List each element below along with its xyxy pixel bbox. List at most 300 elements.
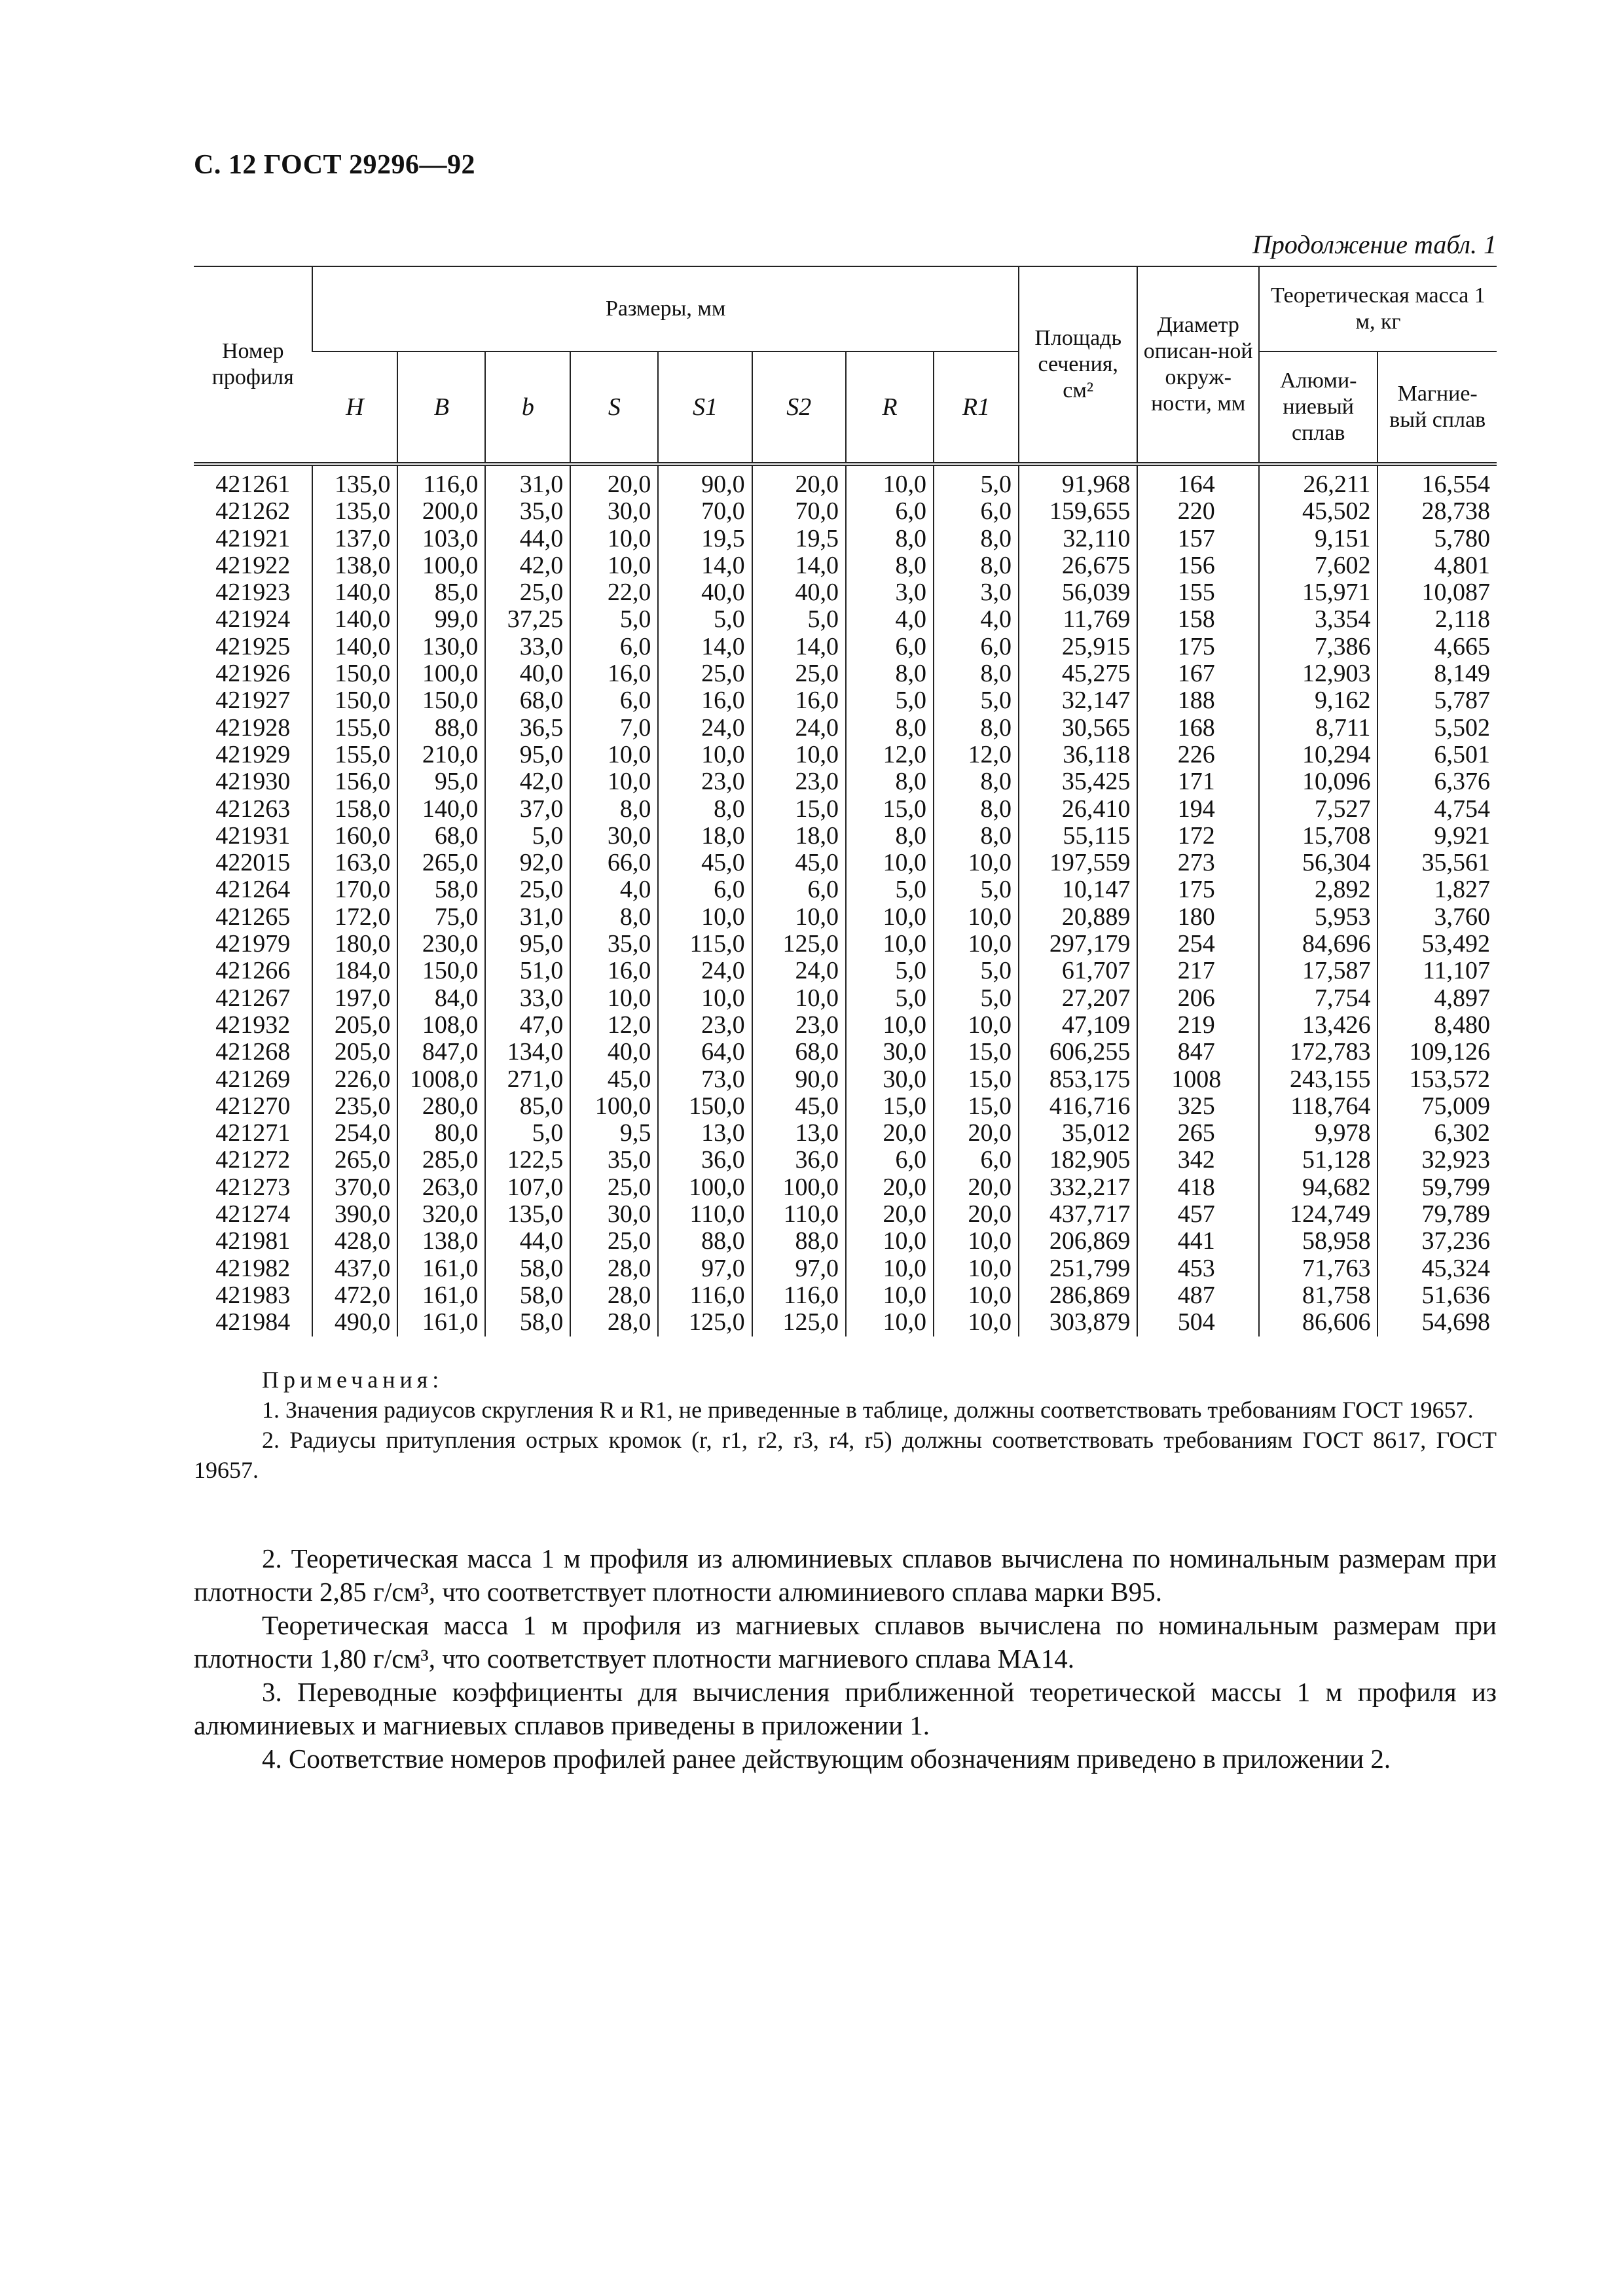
cell-mass-magnesium: 10,087 [1377, 579, 1497, 606]
cell-R1: 10,0 [934, 1012, 1019, 1039]
cell-S: 12,0 [570, 1012, 658, 1039]
cell-S: 10,0 [570, 768, 658, 795]
cell-profile-number: 421930 [215, 768, 291, 796]
cell-S1: 14,0 [658, 634, 752, 660]
cell-R: 10,0 [846, 1255, 934, 1282]
cell-diameter: 175 [1137, 634, 1259, 660]
cell-profile-number: 421924 [215, 605, 291, 634]
cell-B: 847,0 [397, 1039, 485, 1066]
cell-H: 490,0 [312, 1309, 397, 1336]
cell-R1: 20,0 [934, 1174, 1019, 1201]
cell-diameter: 1008 [1137, 1066, 1259, 1093]
cell-B: 138,0 [397, 1228, 485, 1255]
profile-table [194, 266, 1497, 1336]
cell-profile-number: 421926 [215, 660, 291, 688]
cell-mass-aluminium: 9,978 [1259, 1120, 1377, 1147]
cell-H: 437,0 [312, 1255, 397, 1282]
header-R: R [846, 351, 934, 464]
cell-b: 92,0 [485, 850, 570, 876]
cell-S1: 10,0 [658, 985, 752, 1012]
cell-S2: 125,0 [752, 931, 846, 958]
cell-S2: 14,0 [752, 552, 846, 579]
cell-S: 22,0 [570, 579, 658, 606]
cell-S: 6,0 [570, 687, 658, 714]
cell-S1: 150,0 [658, 1093, 752, 1120]
cell-b: 25,0 [485, 876, 570, 903]
cell-profile-number: 421932 [215, 1011, 291, 1039]
cell-S: 66,0 [570, 850, 658, 876]
cell-profile-number: 421979 [215, 930, 291, 958]
cell-diameter: 418 [1137, 1174, 1259, 1201]
cell-S1: 88,0 [658, 1228, 752, 1255]
cell-profile-number: 421981 [215, 1227, 291, 1255]
cell-mass-aluminium: 58,958 [1259, 1228, 1377, 1255]
cell-profile-number: 421271 [215, 1119, 291, 1147]
cell-H: 150,0 [312, 660, 397, 687]
cell-b: 58,0 [485, 1282, 570, 1309]
cell-H: 172,0 [312, 904, 397, 931]
cell-mass-magnesium: 5,787 [1377, 687, 1497, 714]
cell-S1: 25,0 [658, 660, 752, 687]
header-R1: R1 [934, 351, 1019, 464]
cell-diameter: 157 [1137, 526, 1259, 552]
cell-diameter: 441 [1137, 1228, 1259, 1255]
cell-R: 5,0 [846, 687, 934, 714]
cell-mass-aluminium: 9,162 [1259, 687, 1377, 714]
cell-profile-number: 421927 [215, 687, 291, 715]
cell-B: 140,0 [397, 796, 485, 823]
table-row [194, 526, 1497, 552]
cell-S: 30,0 [570, 498, 658, 525]
cell-H: 254,0 [312, 1120, 397, 1147]
cell-mass-aluminium: 10,096 [1259, 768, 1377, 795]
cell-diameter: 167 [1137, 660, 1259, 687]
header-H: H [312, 351, 397, 464]
cell-area: 35,425 [1019, 768, 1137, 795]
cell-B: 150,0 [397, 958, 485, 984]
cell-S2: 6,0 [752, 876, 846, 903]
cell-R: 15,0 [846, 1093, 934, 1120]
cell-mass-magnesium: 2,118 [1377, 606, 1497, 633]
cell-mass-magnesium: 4,665 [1377, 634, 1497, 660]
cell-S1: 10,0 [658, 904, 752, 931]
cell-S1: 5,0 [658, 606, 752, 633]
cell-R1: 3,0 [934, 579, 1019, 606]
cell-H: 155,0 [312, 715, 397, 742]
table-row [194, 768, 1497, 795]
cell-profile-number: 421929 [215, 740, 291, 768]
cell-S: 30,0 [570, 1201, 658, 1228]
body-text [194, 1542, 1497, 1776]
cell-R: 8,0 [846, 768, 934, 795]
cell-area: 332,217 [1019, 1174, 1137, 1201]
header-S2: S2 [752, 351, 846, 464]
cell-H: 140,0 [312, 634, 397, 660]
body-paragraph: 2. Теоретическая масса 1 м профиля из алюминиевых сплавов вычислена по номинальным размерам при плотности 2,85 г/см³, что соответствует плотности алюминиевого сплава марки В95. [194, 1543, 1497, 1607]
cell-b: 47,0 [485, 1012, 570, 1039]
cell-profile-number: 422015 [215, 849, 291, 877]
header-profile-number: Номер профиля [194, 266, 312, 464]
cell-mass-magnesium: 45,324 [1377, 1255, 1497, 1282]
cell-H: 472,0 [312, 1282, 397, 1309]
table-row [194, 464, 1497, 498]
cell-S2: 18,0 [752, 823, 846, 850]
cell-R: 30,0 [846, 1066, 934, 1093]
cell-H: 140,0 [312, 579, 397, 606]
cell-R1: 10,0 [934, 1309, 1019, 1336]
cell-S: 20,0 [570, 464, 658, 498]
cell-S: 35,0 [570, 1147, 658, 1174]
cell-R: 8,0 [846, 660, 934, 687]
cell-mass-aluminium: 17,587 [1259, 958, 1377, 984]
cell-b: 42,0 [485, 768, 570, 795]
cell-mass-magnesium: 1,827 [1377, 876, 1497, 903]
cell-B: 280,0 [397, 1093, 485, 1120]
header-area: Площадь сечения, см² [1019, 266, 1137, 464]
cell-R: 20,0 [846, 1201, 934, 1228]
cell-b: 36,5 [485, 715, 570, 742]
cell-R: 10,0 [846, 1282, 934, 1309]
cell-R: 6,0 [846, 1147, 934, 1174]
cell-S2: 23,0 [752, 768, 846, 795]
cell-B: 116,0 [397, 464, 485, 498]
cell-profile-number: 421261 [215, 471, 291, 498]
cell-R1: 8,0 [934, 552, 1019, 579]
cell-B: 285,0 [397, 1147, 485, 1174]
header-mass: Теоретическая масса 1 м, кг [1259, 266, 1497, 351]
table-row [194, 958, 1497, 984]
cell-b: 44,0 [485, 526, 570, 552]
cell-H: 135,0 [312, 464, 397, 498]
cell-S2: 20,0 [752, 464, 846, 498]
cell-profile-number: 421925 [215, 632, 291, 660]
cell-mass-aluminium: 94,682 [1259, 1174, 1377, 1201]
cell-mass-magnesium: 79,789 [1377, 1201, 1497, 1228]
cell-diameter: 219 [1137, 1012, 1259, 1039]
cell-R: 20,0 [846, 1120, 934, 1147]
cell-S: 16,0 [570, 660, 658, 687]
table-row [194, 823, 1497, 850]
body-paragraph: Теоретическая масса 1 м профиля из магниевых сплавов вычислена по номинальным размерам при плотности 1,80 г/см³, что соответствует плотности магниевого сплава МА14. [194, 1610, 1497, 1674]
cell-R1: 15,0 [934, 1039, 1019, 1066]
cell-B: 263,0 [397, 1174, 485, 1201]
cell-S: 10,0 [570, 552, 658, 579]
cell-b: 271,0 [485, 1066, 570, 1093]
cell-S1: 8,0 [658, 796, 752, 823]
cell-S: 100,0 [570, 1093, 658, 1120]
cell-area: 182,905 [1019, 1147, 1137, 1174]
cell-b: 40,0 [485, 660, 570, 687]
table-row [194, 876, 1497, 903]
cell-S: 10,0 [570, 742, 658, 768]
table-row [194, 634, 1497, 660]
cell-S1: 115,0 [658, 931, 752, 958]
cell-S2: 45,0 [752, 850, 846, 876]
cell-R: 8,0 [846, 715, 934, 742]
cell-B: 210,0 [397, 742, 485, 768]
cell-R: 10,0 [846, 1012, 934, 1039]
cell-diameter: 273 [1137, 850, 1259, 876]
header-sizes: Размеры, мм [312, 266, 1019, 351]
cell-R: 15,0 [846, 796, 934, 823]
cell-H: 184,0 [312, 958, 397, 984]
cell-S2: 116,0 [752, 1282, 846, 1309]
cell-S: 28,0 [570, 1309, 658, 1336]
cell-mass-magnesium: 153,572 [1377, 1066, 1497, 1093]
cell-H: 205,0 [312, 1012, 397, 1039]
cell-R: 5,0 [846, 985, 934, 1012]
cell-R1: 8,0 [934, 526, 1019, 552]
cell-diameter: 194 [1137, 796, 1259, 823]
cell-R1: 8,0 [934, 796, 1019, 823]
cell-B: 1008,0 [397, 1066, 485, 1093]
cell-S: 6,0 [570, 634, 658, 660]
cell-R1: 10,0 [934, 1255, 1019, 1282]
cell-b: 44,0 [485, 1228, 570, 1255]
cell-area: 437,717 [1019, 1201, 1137, 1228]
cell-H: 137,0 [312, 526, 397, 552]
cell-S2: 90,0 [752, 1066, 846, 1093]
cell-B: 88,0 [397, 715, 485, 742]
table-row [194, 850, 1497, 876]
cell-diameter: 504 [1137, 1309, 1259, 1336]
cell-mass-aluminium: 2,892 [1259, 876, 1377, 903]
cell-H: 370,0 [312, 1174, 397, 1201]
notes-section [194, 1365, 1497, 1485]
cell-mass-aluminium: 26,211 [1259, 464, 1377, 498]
cell-R1: 15,0 [934, 1066, 1019, 1093]
cell-R1: 15,0 [934, 1093, 1019, 1120]
body-paragraph: 3. Переводные коэффициенты для вычисления приближенной теоретической массы 1 м профиля из алюминиевых и магниевых сплавов приведены в приложении 1. [194, 1677, 1497, 1740]
cell-mass-magnesium: 16,554 [1377, 464, 1497, 498]
cell-R: 3,0 [846, 579, 934, 606]
cell-R1: 8,0 [934, 715, 1019, 742]
cell-S: 7,0 [570, 715, 658, 742]
cell-mass-aluminium: 9,151 [1259, 526, 1377, 552]
cell-B: 84,0 [397, 985, 485, 1012]
cell-S2: 14,0 [752, 634, 846, 660]
cell-b: 35,0 [485, 498, 570, 525]
cell-H: 150,0 [312, 687, 397, 714]
cell-B: 80,0 [397, 1120, 485, 1147]
cell-profile-number: 421268 [215, 1038, 291, 1066]
table-row [194, 606, 1497, 633]
cell-S: 28,0 [570, 1255, 658, 1282]
cell-diameter: 265 [1137, 1120, 1259, 1147]
cell-area: 206,869 [1019, 1228, 1137, 1255]
cell-S1: 40,0 [658, 579, 752, 606]
cell-B: 230,0 [397, 931, 485, 958]
cell-diameter: 457 [1137, 1201, 1259, 1228]
cell-mass-aluminium: 15,971 [1259, 579, 1377, 606]
cell-area: 36,118 [1019, 742, 1137, 768]
cell-b: 135,0 [485, 1201, 570, 1228]
cell-S: 9,5 [570, 1120, 658, 1147]
cell-profile-number: 421274 [215, 1200, 291, 1229]
cell-R1: 10,0 [934, 850, 1019, 876]
cell-mass-aluminium: 7,754 [1259, 985, 1377, 1012]
cell-diameter: 254 [1137, 931, 1259, 958]
cell-H: 180,0 [312, 931, 397, 958]
cell-S2: 5,0 [752, 606, 846, 633]
cell-diameter: 206 [1137, 985, 1259, 1012]
table-row [194, 498, 1497, 525]
cell-S1: 16,0 [658, 687, 752, 714]
cell-H: 158,0 [312, 796, 397, 823]
table-row [194, 796, 1497, 823]
table-row [194, 552, 1497, 579]
cell-S: 10,0 [570, 526, 658, 552]
table-row [194, 715, 1497, 742]
cell-area: 297,179 [1019, 931, 1137, 958]
table-row [194, 985, 1497, 1012]
cell-S2: 25,0 [752, 660, 846, 687]
cell-mass-magnesium: 37,236 [1377, 1228, 1497, 1255]
cell-R: 10,0 [846, 904, 934, 931]
cell-mass-aluminium: 124,749 [1259, 1201, 1377, 1228]
cell-R1: 4,0 [934, 606, 1019, 633]
cell-R: 5,0 [846, 958, 934, 984]
cell-mass-magnesium: 4,754 [1377, 796, 1497, 823]
cell-B: 320,0 [397, 1201, 485, 1228]
cell-H: 155,0 [312, 742, 397, 768]
cell-area: 26,675 [1019, 552, 1137, 579]
cell-S2: 24,0 [752, 715, 846, 742]
cell-R1: 6,0 [934, 498, 1019, 525]
cell-mass-aluminium: 7,386 [1259, 634, 1377, 660]
cell-mass-magnesium: 4,801 [1377, 552, 1497, 579]
cell-diameter: 171 [1137, 768, 1259, 795]
cell-B: 130,0 [397, 634, 485, 660]
table-row [194, 1201, 1497, 1228]
cell-area: 27,207 [1019, 985, 1137, 1012]
cell-b: 95,0 [485, 931, 570, 958]
cell-area: 61,707 [1019, 958, 1137, 984]
header-aluminium-alloy: Алюми-ниевый сплав [1259, 351, 1377, 464]
table-row [194, 742, 1497, 768]
cell-profile-number: 421931 [215, 821, 291, 850]
cell-mass-aluminium: 81,758 [1259, 1282, 1377, 1309]
cell-B: 58,0 [397, 876, 485, 903]
cell-b: 33,0 [485, 634, 570, 660]
cell-H: 156,0 [312, 768, 397, 795]
cell-mass-aluminium: 243,155 [1259, 1066, 1377, 1093]
cell-R: 20,0 [846, 1174, 934, 1201]
cell-diameter: 847 [1137, 1039, 1259, 1066]
cell-area: 55,115 [1019, 823, 1137, 850]
cell-area: 286,869 [1019, 1282, 1137, 1309]
cell-S2: 36,0 [752, 1147, 846, 1174]
table-continuation-label: Продолжение табл. 1 [1252, 230, 1497, 259]
cell-R: 8,0 [846, 526, 934, 552]
cell-H: 428,0 [312, 1228, 397, 1255]
cell-b: 37,25 [485, 606, 570, 633]
cell-R1: 6,0 [934, 1147, 1019, 1174]
cell-area: 197,559 [1019, 850, 1137, 876]
cell-profile-number: 421982 [215, 1254, 291, 1282]
cell-mass-magnesium: 54,698 [1377, 1309, 1497, 1336]
cell-mass-magnesium: 9,921 [1377, 823, 1497, 850]
page-header: С. 12 ГОСТ 29296—92 [194, 150, 476, 180]
cell-mass-aluminium: 15,708 [1259, 823, 1377, 850]
cell-S1: 64,0 [658, 1039, 752, 1066]
cell-b: 58,0 [485, 1309, 570, 1336]
cell-b: 95,0 [485, 742, 570, 768]
table-body [194, 464, 1497, 1336]
cell-b: 31,0 [485, 464, 570, 498]
cell-S2: 10,0 [752, 904, 846, 931]
cell-S2: 45,0 [752, 1093, 846, 1120]
cell-area: 47,109 [1019, 1012, 1137, 1039]
table-row [194, 1066, 1497, 1093]
cell-mass-aluminium: 5,953 [1259, 904, 1377, 931]
cell-S2: 24,0 [752, 958, 846, 984]
cell-S1: 19,5 [658, 526, 752, 552]
cell-S2: 125,0 [752, 1309, 846, 1336]
cell-b: 31,0 [485, 904, 570, 931]
cell-S2: 70,0 [752, 498, 846, 525]
body-paragraph: 4. Соответствие номеров профилей ранее действующим обозначениям приведено в приложении 2. [262, 1744, 1391, 1774]
table-row [194, 1174, 1497, 1201]
cell-S1: 10,0 [658, 742, 752, 768]
cell-mass-aluminium: 84,696 [1259, 931, 1377, 958]
notes-title: Примечания: [262, 1367, 444, 1393]
cell-S: 16,0 [570, 958, 658, 984]
cell-mass-aluminium: 45,502 [1259, 498, 1377, 525]
cell-S1: 73,0 [658, 1066, 752, 1093]
cell-profile-number: 421264 [215, 876, 291, 904]
cell-area: 416,716 [1019, 1093, 1137, 1120]
cell-B: 108,0 [397, 1012, 485, 1039]
cell-S: 5,0 [570, 606, 658, 633]
cell-S1: 110,0 [658, 1201, 752, 1228]
cell-S2: 68,0 [752, 1039, 846, 1066]
cell-B: 265,0 [397, 850, 485, 876]
cell-H: 205,0 [312, 1039, 397, 1066]
cell-mass-aluminium: 3,354 [1259, 606, 1377, 633]
cell-B: 161,0 [397, 1255, 485, 1282]
cell-B: 161,0 [397, 1309, 485, 1336]
cell-R: 10,0 [846, 1309, 934, 1336]
cell-H: 265,0 [312, 1147, 397, 1174]
cell-R: 12,0 [846, 742, 934, 768]
cell-H: 235,0 [312, 1093, 397, 1120]
cell-area: 606,255 [1019, 1039, 1137, 1066]
cell-area: 45,275 [1019, 660, 1137, 687]
header-b: b [485, 351, 570, 464]
cell-S1: 24,0 [658, 958, 752, 984]
cell-S: 28,0 [570, 1282, 658, 1309]
cell-diameter: 156 [1137, 552, 1259, 579]
cell-R: 6,0 [846, 634, 934, 660]
cell-diameter: 487 [1137, 1282, 1259, 1309]
cell-mass-magnesium: 51,636 [1377, 1282, 1497, 1309]
cell-mass-magnesium: 8,480 [1377, 1012, 1497, 1039]
cell-R: 10,0 [846, 1228, 934, 1255]
cell-mass-magnesium: 53,492 [1377, 931, 1497, 958]
cell-R1: 6,0 [934, 634, 1019, 660]
cell-R1: 8,0 [934, 823, 1019, 850]
cell-mass-aluminium: 86,606 [1259, 1309, 1377, 1336]
cell-S1: 90,0 [658, 464, 752, 498]
cell-R1: 5,0 [934, 958, 1019, 984]
cell-S2: 23,0 [752, 1012, 846, 1039]
cell-b: 107,0 [485, 1174, 570, 1201]
cell-diameter: 155 [1137, 579, 1259, 606]
cell-mass-aluminium: 7,527 [1259, 796, 1377, 823]
cell-S1: 45,0 [658, 850, 752, 876]
cell-mass-magnesium: 5,780 [1377, 526, 1497, 552]
